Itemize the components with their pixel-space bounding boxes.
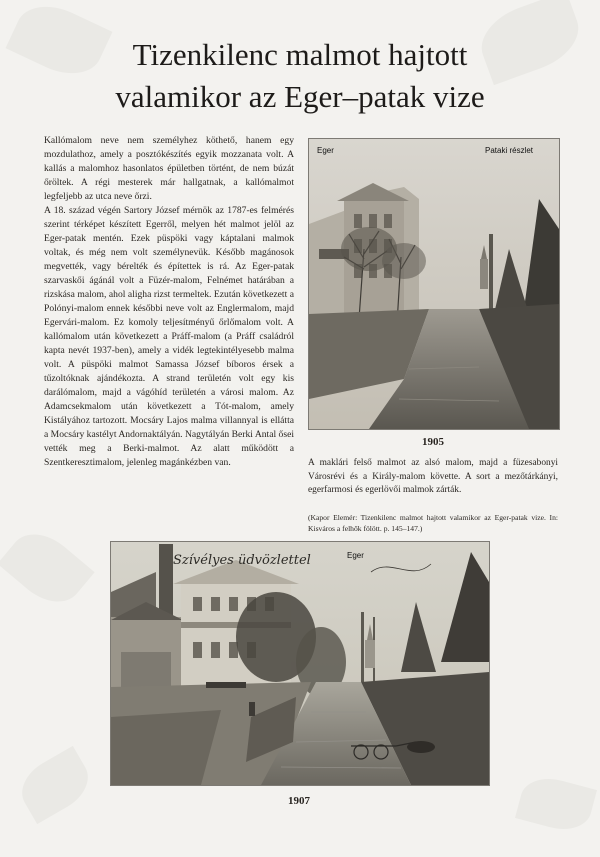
- photo-label-right: Pataki részlet: [485, 146, 534, 155]
- photo-year-caption: 1907: [288, 795, 310, 807]
- background-leaf: [12, 746, 98, 824]
- photo-label-left: Eger: [317, 146, 334, 155]
- background-leaf: [0, 521, 95, 615]
- photo-1907: [110, 541, 490, 786]
- side-paragraph: A maklári felső malmot az alsó malom, majd a füzesabonyi Városrévi és a Király-malom követte. A sort a mezőtárkányi, egerfarmosi és egerlövői malmok zárták.: [308, 458, 558, 496]
- title-line-2: valamikor az Eger–patak vize: [115, 79, 485, 114]
- photo-handwriting: Szívélyes üdvözlettel: [173, 553, 311, 568]
- title-line-1: Tizenkilenc malmot hajtott: [132, 37, 468, 72]
- page-title: [0, 34, 600, 118]
- paragraph: Kallómalom neve nem személyhez köthető, hanem egy mozdulathoz, amely a posztókészítés egyik mozzanata volt. A kallás a malomhoz hasonlatos épületben történt, de nem búzát őröltek. A régi mesterek már hallgatnak, a kallómalmot legfeljebb az utca neve őrzi.: [44, 135, 294, 202]
- photo-year-caption: 1905: [422, 436, 444, 448]
- article-body: [44, 134, 294, 470]
- photo-label: Eger: [347, 551, 364, 560]
- paragraph: A 18. század végén Sartory József mérnök az 1787-es felmérés szerint térképet készített Egerről, melyen hét malmot jelöl az Eger-patak mentén. Ezek püspöki vagy káptalani malmok voltak, és még nem volt személynevük. Később magánosok megvették, vagy bérelték és építettek is rá. Az Eger-patak szarvaskői ágánál volt a Füzér-malom, Felnémet határában a rizskása malom, ahol aligha rizst termeltek. Ezután következett a Polónyi-malom ennek későbbi neve volt az Englermalom, majd Egervári-malom. Ez komoly teljesítményű őrlőmalom volt. A kallómalom után következett a Práff-malom (a Práff családról kapta nevét 1937-ben), amely a vidék legtekintélyesebb malma volt. A püspöki malmot Samassa József bíboros érsek a tűzoltóknak ajándékozta. A strand területén volt egy kis darálómalom, majd a vágóhíd területén a városi malom. Az Adamcsekmalom után következett a Tót-malom, amely Kistályához tartozott. Mocsáry Lajos malma villannyal is ellátta a Mocsáry kastélyt Andornaktályán. Nagytályán Berki Antal ősei vették meg a Berki-malmot. Az alatt működött a Szentkeresztimalom, jelenleg magánkézben van.: [44, 205, 294, 468]
- citation: (Kapor Elemér: Tizenkilenc malmot hajtott valamikor az Eger-patak vize. In: Kisváros a felhők fölött. p. 145–147.): [308, 513, 558, 533]
- background-leaf: [515, 772, 597, 837]
- photo-1905: [308, 138, 560, 430]
